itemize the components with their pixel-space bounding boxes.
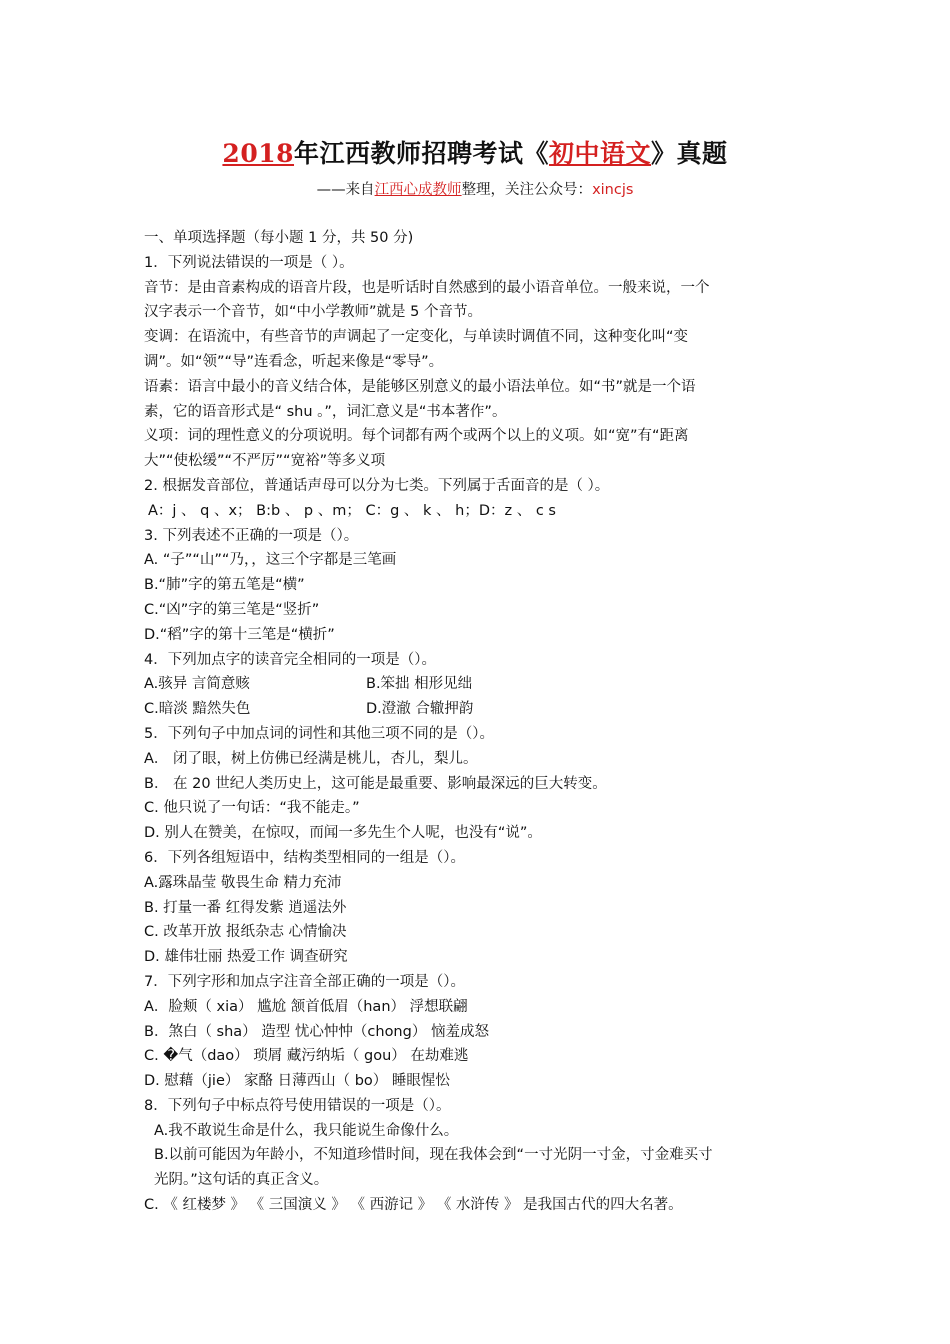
- title-year: 2018: [222, 139, 295, 168]
- q7-option-b: B．煞白（ sha） 造型 忧心忡忡（chong） 恼羞成怒: [144, 1023, 489, 1040]
- q6-option-a: A.露珠晶莹 敬畏生命 精力充沛: [144, 874, 342, 891]
- q4-option-b: B.笨拙 相形见绌: [366, 676, 473, 693]
- q2-stem: 2. 根据发音部位，普通话声母可以分为七类。下列属于舌面音的是（ ）。: [144, 477, 610, 494]
- q7-option-a: A．脸颊（ xia） 尴尬 颔首低眉（han） 浮想联翩: [144, 998, 468, 1015]
- q1-option-b-line2: 调”。如“领”“导”连看念，听起来像是“零导”。: [144, 353, 444, 370]
- q1-stem: 1．下列说法错误的一项是（ ）。: [144, 254, 354, 271]
- q1-option-a-line2: 汉字表示一个音节，如“中小学教师”就是 5 个音节。: [144, 304, 482, 321]
- page-title: [0, 134, 950, 170]
- q1-option-c-line2: 素，它的语音形式是“ shu 。”，词汇意义是“书本著作”。: [144, 403, 507, 420]
- q7-option-c: C. �气（dao） 琐屑 藏污纳垢（ gou） 在劫难逃: [144, 1048, 469, 1065]
- q1-option-d-line2: 大”“使松缓”“不严厉”“宽裕”等多义项: [144, 453, 386, 470]
- q3-stem: 3. 下列表述不正确的一项是（）。: [144, 527, 359, 544]
- q5-option-d: D. 别人在赞美，在惊叹，而闻一多先生个人呢，也没有“说”。: [144, 825, 542, 842]
- q4-stem: 4．下列加点字的读音完全相同的一项是（）。: [144, 651, 436, 668]
- q2-options: A：j 、 q 、x； B:b 、 p 、m； C：g 、 k 、 h；D：z 、 c s: [148, 502, 556, 519]
- q4-option-a: A.骇异 言简意赅: [144, 676, 250, 693]
- q6-stem: 6．下列各组短语中，结构类型相同的一组是（）。: [144, 849, 465, 866]
- q6-option-d: D. 雄伟壮丽 热爱工作 调查研究: [144, 949, 348, 966]
- q1-option-c-line1: 语素：语言中最小的音义结合体，是能够区别意义的最小语法单位。如“书”就是一个语: [144, 378, 696, 395]
- q3-option-d: D.“稻”字的第十三笔是“横折”: [144, 626, 335, 643]
- q7-stem: 7．下列字形和加点字注音全部正确的一项是（）。: [144, 973, 465, 990]
- q1-option-b-line1: 变调：在语流中，有些音节的声调起了一定变化，与单读时调值不同，这种变化叫“变: [144, 329, 689, 346]
- q1-option-d-line1: 义项：词的理性意义的分项说明。每个词都有两个或两个以上的义项。如“宽”有“距离: [144, 428, 689, 445]
- q3-option-a: A. “子”“山”“乃，，这三个字都是三笔画: [144, 552, 397, 569]
- q3-option-c: C.“凶”字的第三笔是“竖折”: [144, 601, 320, 618]
- question-content: [144, 226, 810, 1218]
- q4-option-d: D.澄澈 合辙押韵: [366, 701, 474, 718]
- subtitle-mid: 整理，关注公众号：: [461, 182, 593, 198]
- subtitle-account: xincjs: [592, 182, 634, 198]
- q8-option-b-line2: 光阴。”这句话的真正含义。: [154, 1172, 329, 1189]
- q7-option-d: D. 慰藉（jie） 家酪 日薄西山（ bo） 睡眼惺忪: [144, 1073, 450, 1090]
- q4-option-c: C.暗淡 黯然失色: [144, 701, 251, 718]
- page-subtitle: [0, 178, 950, 199]
- q4-options-row1: [144, 672, 810, 697]
- q5-option-c: C. 他只说了一句话：“我不能走。”: [144, 800, 360, 817]
- title-subject-link[interactable]: 初中语文: [549, 139, 652, 168]
- q8-option-b-line1: B.以前可能因为年龄小，不知道珍惜时间，现在我体会到“一寸光阴一寸金，寸金难买寸: [154, 1147, 713, 1164]
- q1-option-a-line1: 音节：是由音素构成的语音片段，也是听话时自然感到的最小语音单位。一般来说，一个: [144, 279, 710, 296]
- q8-option-c: C. 《 红楼梦 》 《 三国演义 》 《 西游记 》 《 水浒传 》 是我国古代的四大名著。: [144, 1197, 683, 1214]
- q5-stem: 5．下列句子中加点词的词性和其他三项不同的是（）。: [144, 725, 494, 742]
- subtitle-prefix: ——来自: [316, 182, 375, 198]
- q8-option-a: A.我不敢说生命是什么，我只能说生命像什么。: [154, 1122, 459, 1139]
- q4-options-row2: [144, 697, 810, 722]
- q5-option-b: B． 在 20 世纪人类历史上，这可能是最重要、影响最深远的巨大转变。: [144, 775, 607, 792]
- q3-option-b: B.“肺”字的第五笔是“横”: [144, 577, 305, 594]
- q8-stem: 8．下列句子中标点符号使用错误的一项是（）。: [144, 1097, 451, 1114]
- q6-option-c: C. 改革开放 报纸杂志 心情愉决: [144, 924, 347, 941]
- q6-option-b: B. 打量一番 红得发紫 逍遥法外: [144, 899, 347, 916]
- title-mid: 年江西教师招聘考试《: [294, 139, 550, 168]
- q5-option-a: A． 闭了眼，树上仿佛已经满是桃儿，杏儿，梨儿。: [144, 750, 478, 767]
- title-end: 》真题: [651, 139, 728, 168]
- section-heading: 一、单项选择题（每小题 1 分，共 50 分): [144, 230, 414, 246]
- subtitle-org-link[interactable]: 江西心成教师: [374, 182, 462, 198]
